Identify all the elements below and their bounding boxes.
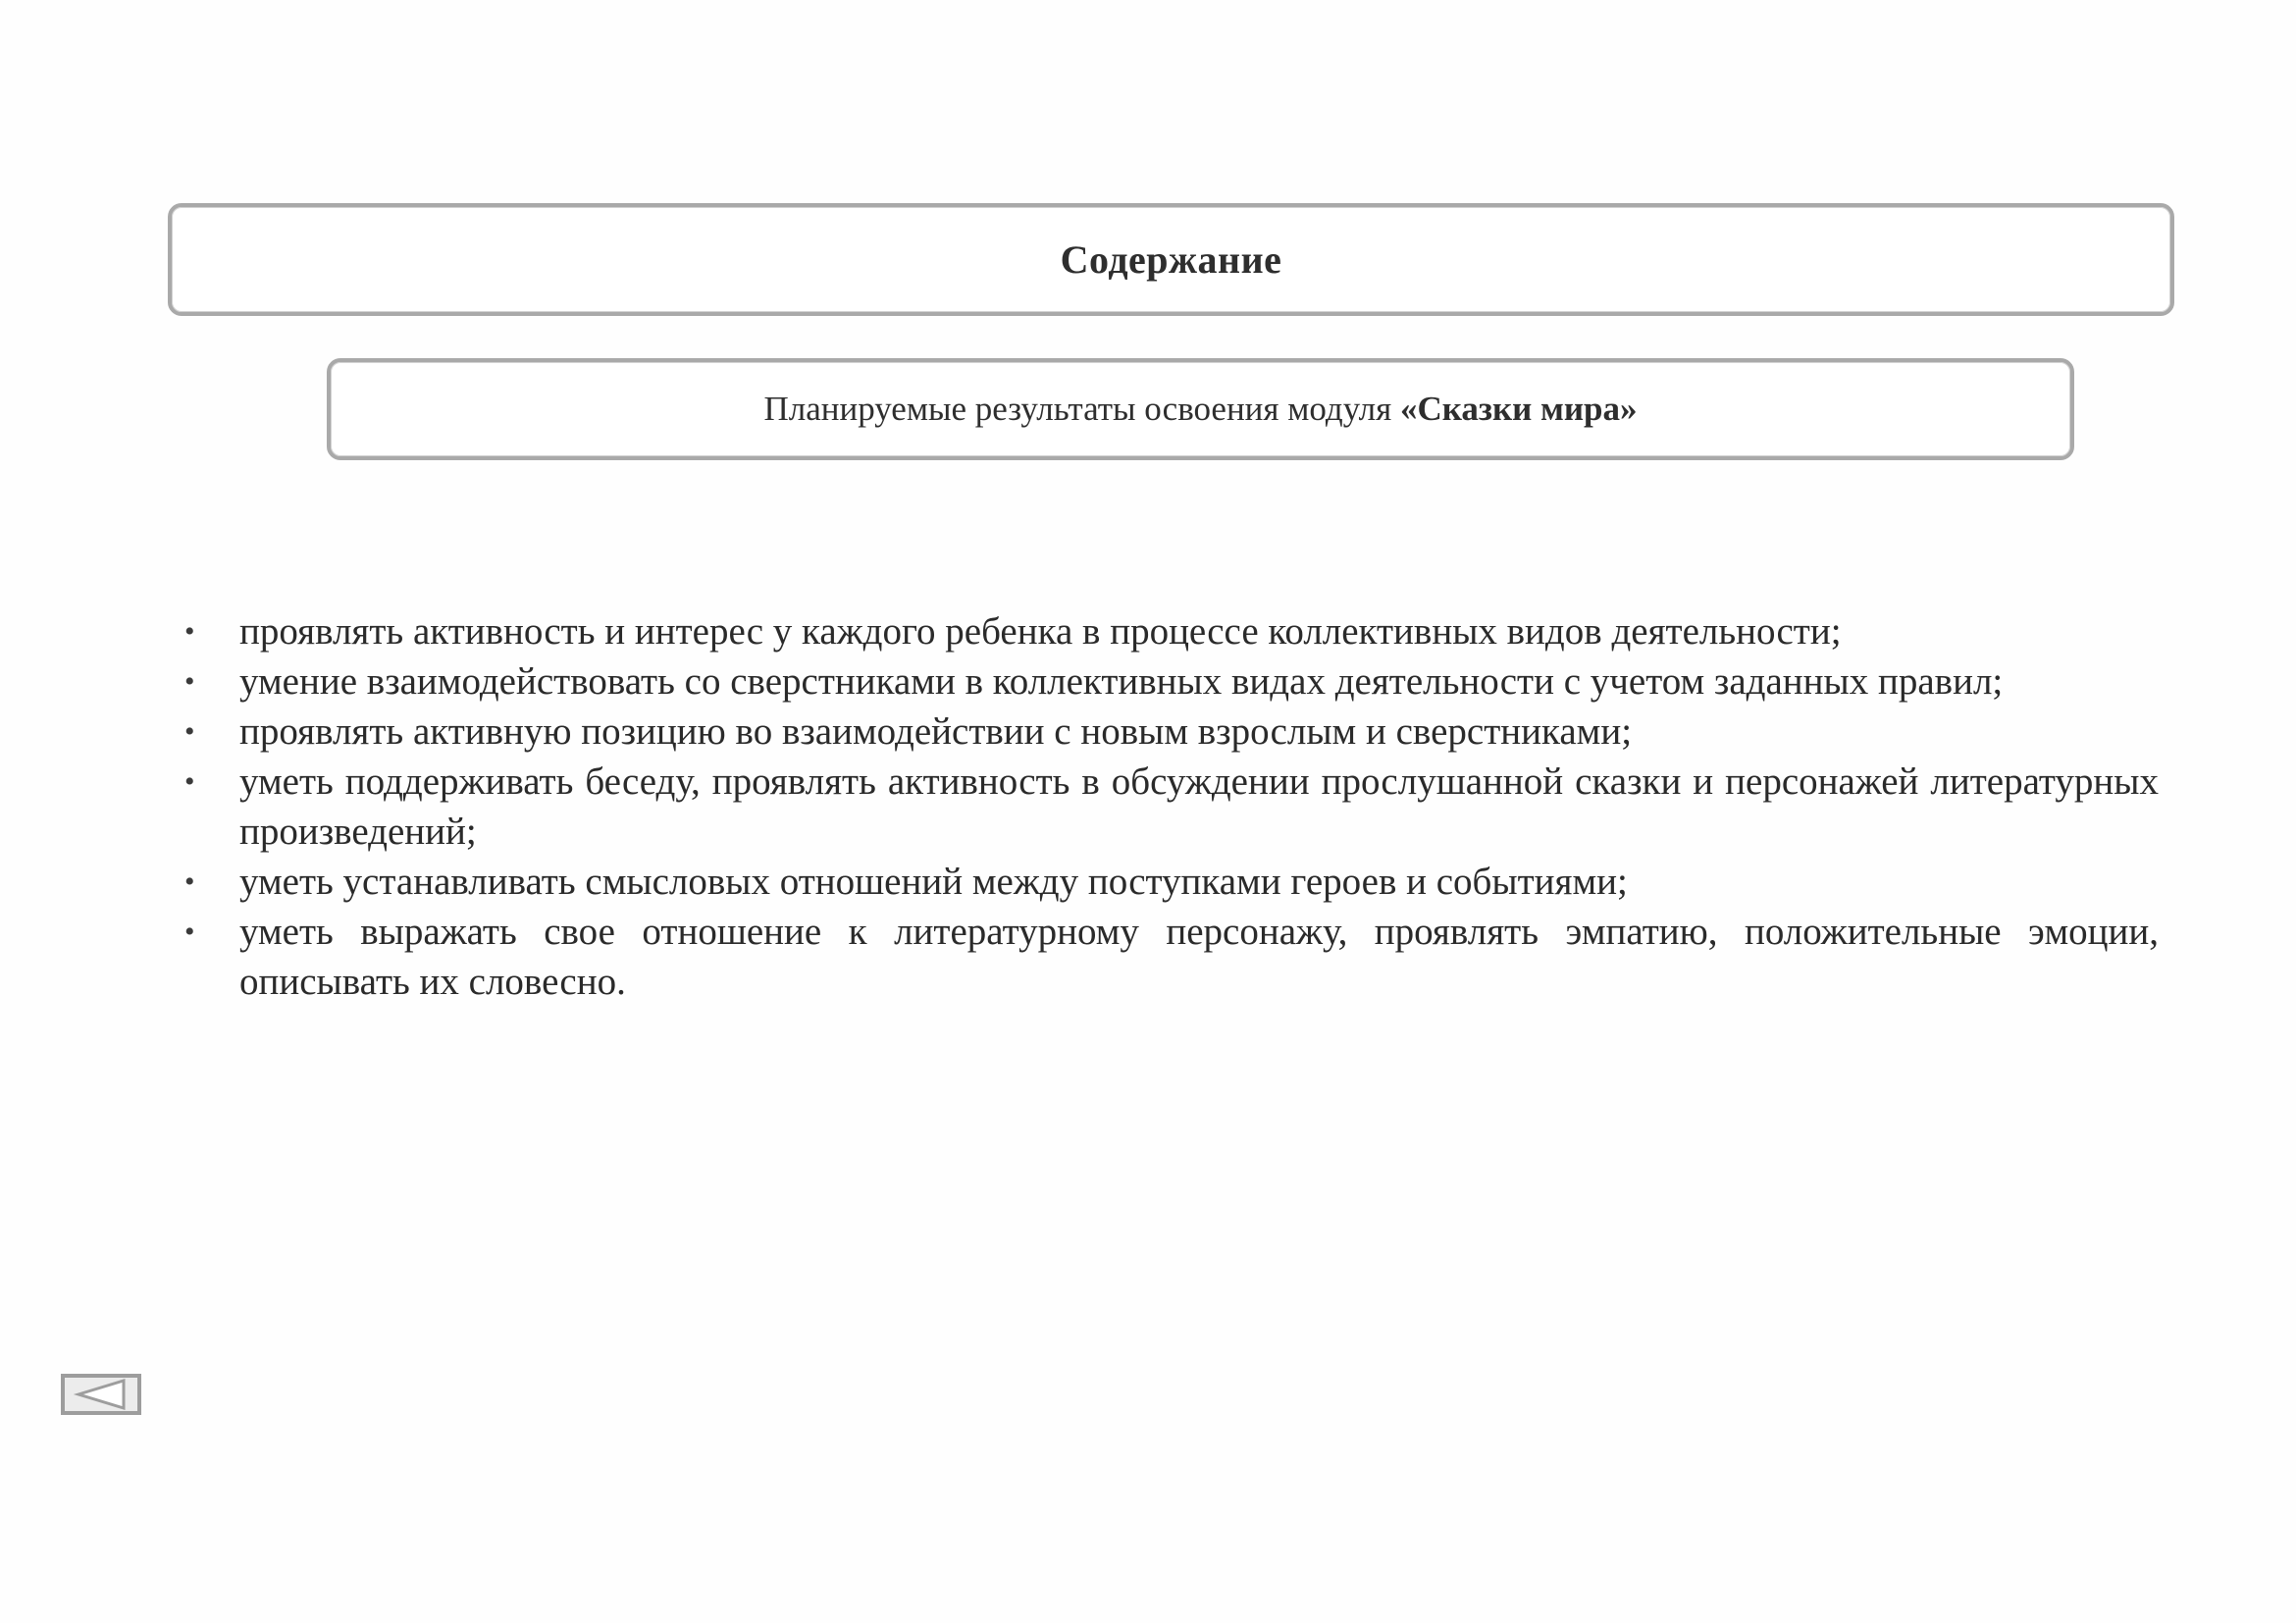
- triangle-left-icon: [65, 1378, 137, 1411]
- list-item: [177, 656, 2159, 707]
- list-item: [177, 857, 2159, 907]
- list-item: [177, 707, 2159, 757]
- title-frame: [168, 203, 2174, 316]
- bullet-icon: •: [184, 715, 195, 748]
- list-item-text: уметь поддерживать беседу, проявлять активность в обсуждении прослушанной сказки и персонажей литературных произведений;: [239, 760, 2159, 853]
- list-item-text: проявлять активную позицию во взаимодействии с новым взрослым и сверстниками;: [239, 710, 1633, 753]
- list-item: [177, 606, 2159, 656]
- list-item-text: уметь устанавливать смысловых отношений между поступками героев и событиями;: [239, 861, 1628, 903]
- page-title: Содержание: [1060, 237, 1282, 282]
- bullet-icon: •: [184, 765, 195, 798]
- module-name: «Сказки мира»: [1399, 390, 1638, 428]
- list-item: [177, 757, 2159, 857]
- subtitle-frame: [327, 358, 2074, 460]
- section-subtitle: [763, 390, 1637, 429]
- bullet-icon: •: [184, 615, 195, 648]
- bullet-icon: •: [184, 665, 195, 698]
- bullet-icon: •: [184, 865, 195, 898]
- list-item-text: проявлять активность и интерес у каждого ребенка в процессе коллективных видов деятельности;: [239, 610, 1842, 653]
- list-item: [177, 907, 2159, 1007]
- list-item-text: уметь выражать свое отношение к литературному персонажу, проявлять эмпатию, положительные эмоции, описывать их словесно.: [239, 911, 2159, 1003]
- bullet-icon: •: [184, 916, 195, 948]
- list-item-text: умение взаимодействовать со сверстниками в коллективных видах деятельности с учетом заданных правил;: [239, 660, 2004, 703]
- results-list: [177, 606, 2159, 1007]
- back-button[interactable]: [61, 1374, 141, 1415]
- subtitle-prefix: Планируемые результаты освоения модуля: [763, 390, 1400, 428]
